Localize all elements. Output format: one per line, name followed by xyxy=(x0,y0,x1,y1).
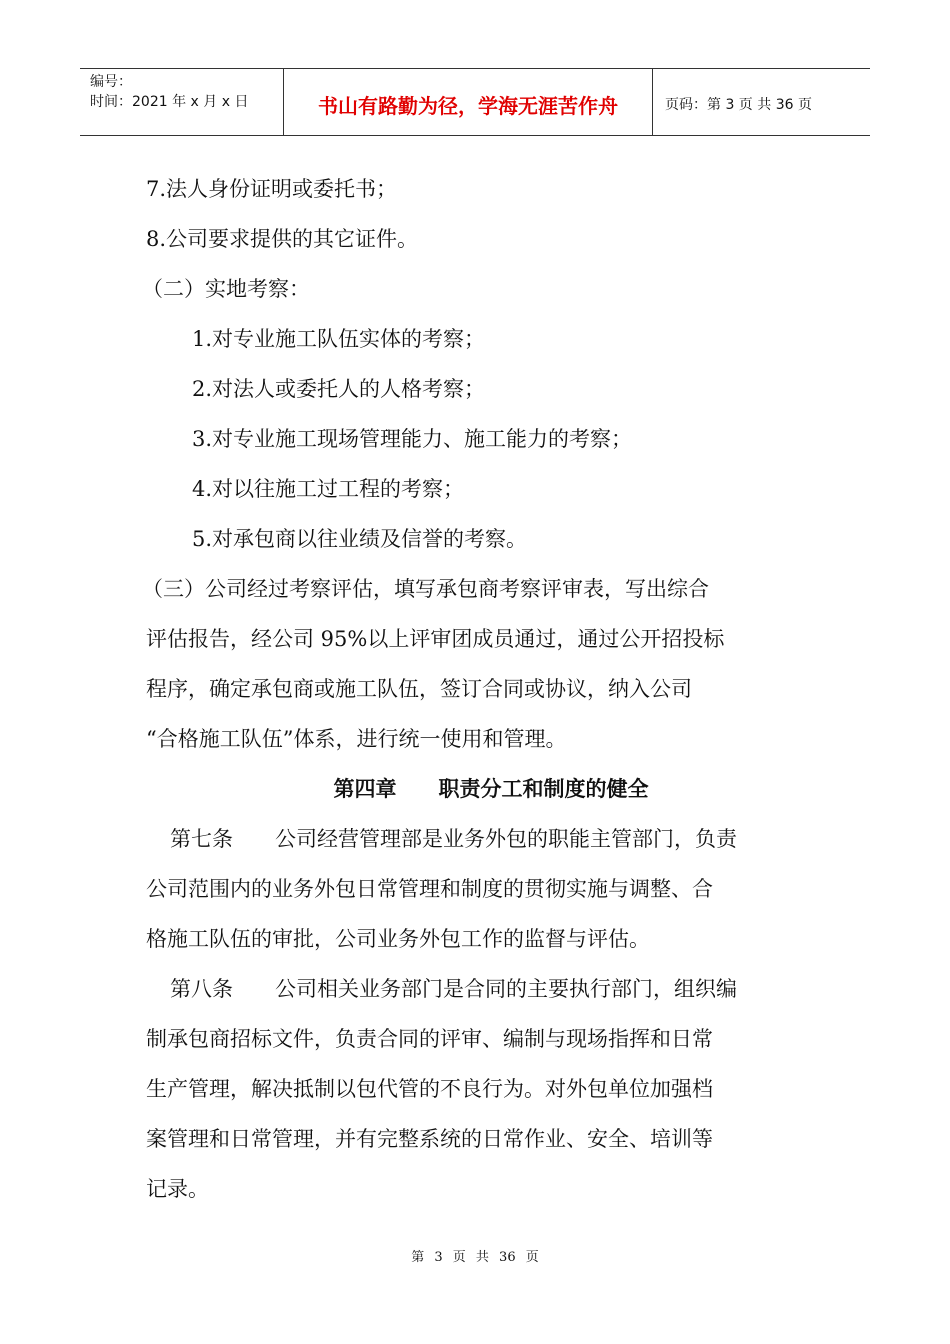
doc-date-label: 时间：2021 年 x 月 x 日 xyxy=(90,94,249,110)
section-3-line-3: 程序，确定承包商或施工队伍，签订合同或协议，纳入公司 xyxy=(146,677,692,701)
page-footer: 第 3 页 共 36 页 xyxy=(411,1250,539,1265)
header-motto: 书山有路勤为径，学海无涯苦作舟 xyxy=(284,69,653,135)
article-8-line-2: 制承包商招标文件，负责合同的评审、编制与现场指挥和日常 xyxy=(146,1027,713,1051)
sub-item-4: 4.对以往施工过工程的考察； xyxy=(192,477,465,501)
article-7-line-2: 公司范围内的业务外包日常管理和制度的贯彻实施与调整、合 xyxy=(146,877,713,901)
article-8-line-4: 案管理和日常管理，并有完整系统的日常作业、安全、培训等 xyxy=(146,1127,713,1151)
article-8-line-5: 记录。 xyxy=(146,1177,209,1201)
header-page-number: 页码：第 3 页 共 36 页 xyxy=(665,97,812,113)
article-8-text-1: 公司相关业务部门是合同的主要执行部门，组织编 xyxy=(275,977,737,1001)
section-heading-2: （二）实地考察： xyxy=(142,277,310,301)
section-3-line-4: “合格施工队伍”体系，进行统一使用和管理。 xyxy=(146,727,567,751)
article-7-line-3: 格施工队伍的审批，公司业务外包工作的监督与评估。 xyxy=(146,927,650,951)
doc-number-label: 编号： xyxy=(90,74,132,90)
document-body xyxy=(142,164,816,1214)
sub-item-2: 2.对法人或委托人的人格考察； xyxy=(192,377,486,401)
page-header xyxy=(80,68,870,136)
list-item-7: 7.法人身份证明或委托书； xyxy=(146,177,398,201)
sub-item-3: 3.对专业施工现场管理能力、施工能力的考察； xyxy=(192,427,633,451)
article-8-label: 第八条 xyxy=(170,977,233,1001)
article-8-line-1 xyxy=(146,964,816,1014)
article-7-line-1 xyxy=(146,814,816,864)
list-item-8: 8.公司要求提供的其它证件。 xyxy=(146,227,419,251)
section-3-line-2: 评估报告，经公司 95%以上评审团成员通过，通过公开招投标 xyxy=(146,627,725,651)
chapter-title: 职责分工和制度的健全 xyxy=(438,777,649,801)
chapter-number: 第四章 xyxy=(333,777,397,801)
sub-item-1: 1.对专业施工队伍实体的考察； xyxy=(192,327,486,351)
chapter-heading xyxy=(166,764,816,814)
section-3-line-1: （三）公司经过考察评估，填写承包商考察评审表，写出综合 xyxy=(142,577,709,601)
article-8-line-3: 生产管理，解决抵制以包代管的不良行为。对外包单位加强档 xyxy=(146,1077,713,1101)
sub-item-5: 5.对承包商以往业绩及信誉的考察。 xyxy=(192,527,528,551)
article-7-text-1: 公司经营管理部是业务外包的职能主管部门，负责 xyxy=(275,827,737,851)
header-meta-cell xyxy=(80,69,284,135)
article-7-label: 第七条 xyxy=(170,827,233,851)
